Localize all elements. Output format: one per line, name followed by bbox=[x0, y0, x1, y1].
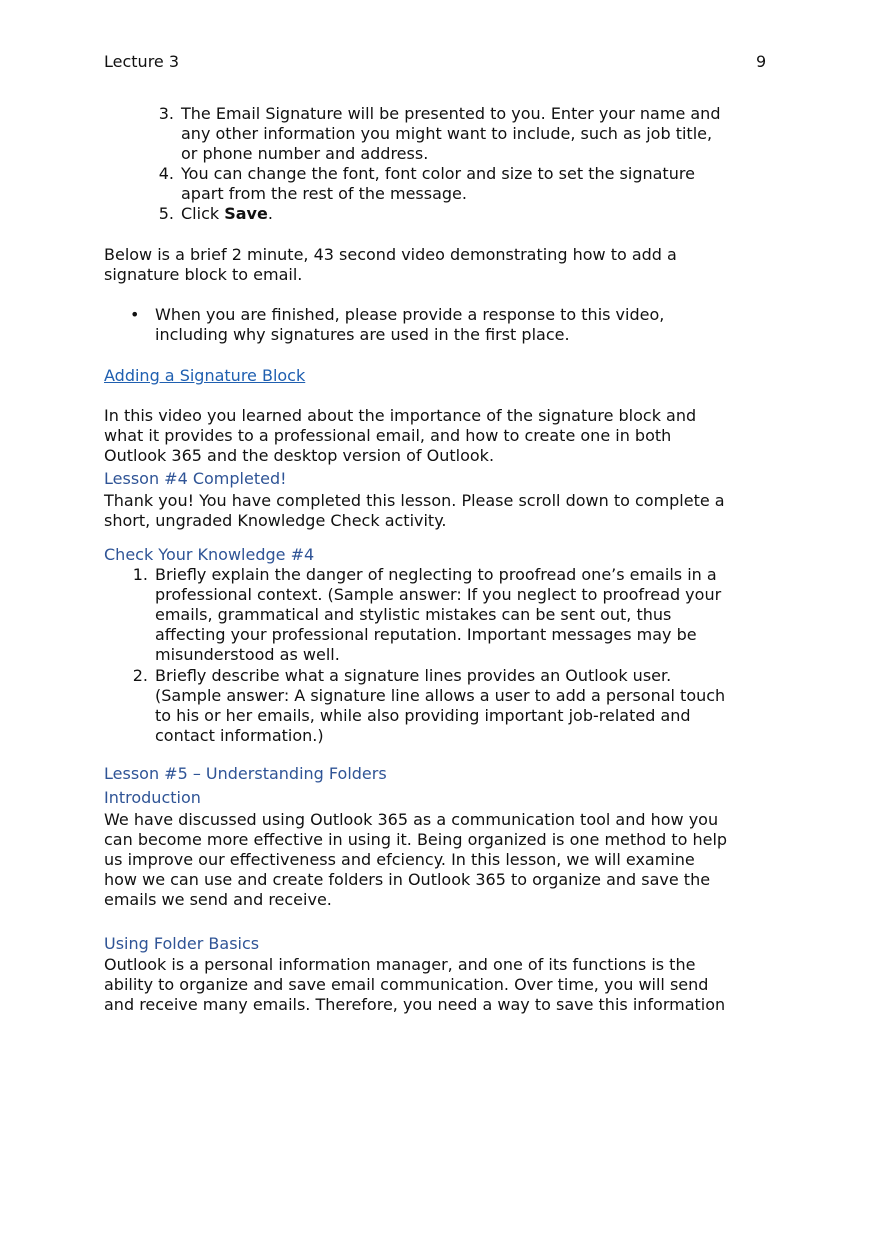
bullet-line: When you are finished, please provide a response to this video, bbox=[155, 305, 665, 324]
check-list-line: contact information.) bbox=[155, 726, 324, 745]
check-list-number: 2. bbox=[132, 666, 148, 685]
check-list-line: emails, grammatical and stylistic mistakes can be sent out, thus bbox=[155, 605, 672, 624]
paragraph-line: can become more effective in using it. Being organized is one method to help bbox=[104, 830, 728, 849]
check-list-line: misunderstood as well. bbox=[155, 645, 340, 664]
paragraph-line: us improve our effectiveness and efciency. In this lesson, we will examine bbox=[104, 850, 695, 869]
steps-list-line: The Email Signature will be presented to you. Enter your name and bbox=[181, 104, 721, 123]
paragraph-line: Thank you! You have completed this lesson. Please scroll down to complete a bbox=[104, 491, 725, 510]
intro-heading: Introduction bbox=[104, 788, 201, 807]
basics-heading: Using Folder Basics bbox=[104, 934, 260, 953]
lesson5-heading: Lesson #5 – Understanding Folders bbox=[104, 764, 387, 783]
paragraph-line: Outlook is a personal information manager, and one of its functions is the bbox=[104, 955, 696, 974]
header-title: Lecture 3 bbox=[104, 52, 180, 71]
steps-list-number: 3. bbox=[158, 104, 174, 123]
paragraph-line: In this video you learned about the importance of the signature block and bbox=[104, 406, 697, 425]
page-number: 9 bbox=[756, 52, 767, 71]
steps-list-number: 5. bbox=[158, 204, 174, 223]
bold-text: Save bbox=[224, 204, 268, 223]
check-list-line: Briefly explain the danger of neglecting to proofread one’s emails in a bbox=[155, 565, 717, 584]
paragraph-line: emails we send and receive. bbox=[104, 890, 332, 909]
steps-list-item bbox=[181, 204, 273, 224]
paragraph-line: ability to organize and save email communication. Over time, you will send bbox=[104, 975, 709, 994]
check-list-line: Briefly describe what a signature lines provides an Outlook user. bbox=[155, 666, 672, 685]
paragraph-line: and receive many emails. Therefore, you need a way to save this information bbox=[104, 995, 726, 1014]
bullet-icon: • bbox=[130, 305, 140, 324]
paragraph-line: short, ungraded Knowledge Check activity. bbox=[104, 511, 447, 530]
check-list-line: to his or her emails, while also providing important job-related and bbox=[155, 706, 691, 725]
list-text: . bbox=[267, 204, 273, 223]
video-link[interactable]: Adding a Signature Block bbox=[104, 366, 306, 385]
lesson4-heading: Lesson #4 Completed! bbox=[104, 469, 287, 488]
paragraph-line: what it provides to a professional email, and how to create one in both bbox=[104, 426, 672, 445]
check-heading: Check Your Knowledge #4 bbox=[104, 545, 315, 564]
steps-list-line: any other information you might want to include, such as job title, bbox=[181, 124, 713, 143]
check-list-line: (Sample answer: A signature line allows a user to add a personal touch bbox=[155, 686, 726, 705]
paragraph-line: how we can use and create folders in Outlook 365 to organize and save the bbox=[104, 870, 711, 889]
check-list-line: professional context. (Sample answer: If you neglect to proofread your bbox=[155, 585, 722, 604]
list-text: Click bbox=[181, 204, 225, 223]
steps-list-number: 4. bbox=[158, 164, 174, 183]
paragraph-line: signature block to email. bbox=[104, 265, 303, 284]
paragraph-line: Outlook 365 and the desktop version of Outlook. bbox=[104, 446, 495, 465]
check-list-number: 1. bbox=[132, 565, 148, 584]
paragraph-line: Below is a brief 2 minute, 43 second video demonstrating how to add a bbox=[104, 245, 677, 264]
steps-list-line: or phone number and address. bbox=[181, 144, 429, 163]
steps-list-line: You can change the font, font color and size to set the signature bbox=[181, 164, 695, 183]
bullet-line: including why signatures are used in the first place. bbox=[155, 325, 570, 344]
check-list-line: affecting your professional reputation. Important messages may be bbox=[155, 625, 697, 644]
paragraph-line: We have discussed using Outlook 365 as a communication tool and how you bbox=[104, 810, 719, 829]
steps-list-line: apart from the rest of the message. bbox=[181, 184, 467, 203]
